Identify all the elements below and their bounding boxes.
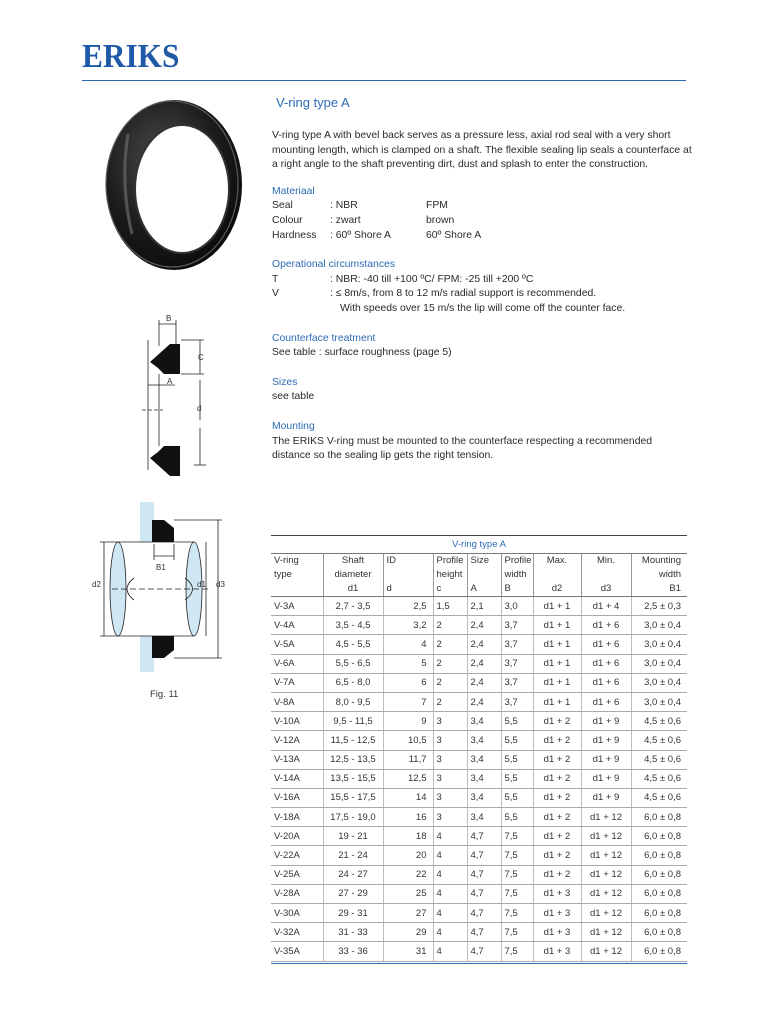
table-cell: 5,5 (501, 750, 533, 769)
table-cell: 11,5 - 12,5 (323, 731, 383, 750)
figure-caption: Fig. 11 (150, 689, 179, 700)
table-header-row (271, 568, 687, 582)
table-cell: 6 (383, 673, 433, 692)
table-cell: 1,5 (433, 597, 467, 616)
table-header-cell: B (501, 582, 533, 597)
table-cell: 18 (383, 827, 433, 846)
table-header-cell: Profile (433, 554, 467, 569)
counterface-heading: Counterface treatment (272, 332, 376, 344)
footer-divider (271, 963, 687, 964)
table-cell: 4 (433, 846, 467, 865)
table-cell: V-6A (271, 654, 323, 673)
sizes-text: see table (272, 391, 315, 403)
table-cell: d1 + 9 (581, 769, 631, 788)
table-cell: 2,5 ± 0,3 (631, 597, 687, 616)
table-cell: d1 + 12 (581, 827, 631, 846)
table-cell: 11,7 (383, 750, 433, 769)
table-cell: 6,0 ± 0,8 (631, 808, 687, 827)
table-cell: 4 (383, 635, 433, 654)
table-header-cell: Mounting (631, 554, 687, 569)
table-cell: 3,0 ± 0,4 (631, 692, 687, 711)
table-cell: 3,5 - 4,5 (323, 616, 383, 635)
table-cell: V-30A (271, 904, 323, 923)
table-cell: d1 + 1 (533, 635, 581, 654)
table-cell: 3,2 (383, 616, 433, 635)
table-cell: 12,5 - 13,5 (323, 750, 383, 769)
counterface-text: See table : surface roughness (page 5) (272, 347, 452, 359)
table-cell: d1 + 9 (581, 750, 631, 769)
table-cell: 16 (383, 808, 433, 827)
table-header-cell (467, 568, 501, 582)
table-cell: 4 (433, 884, 467, 903)
table-cell: d1 + 3 (533, 904, 581, 923)
page-title: V-ring type A (276, 95, 350, 110)
table-cell: 2 (433, 616, 467, 635)
table-cell: d1 + 6 (581, 673, 631, 692)
table-cell: 5 (383, 654, 433, 673)
table-cell: d1 + 1 (533, 616, 581, 635)
table-cell: V-10A (271, 712, 323, 731)
table-cell: 3,7 (501, 616, 533, 635)
table-cell: 4 (433, 942, 467, 961)
table-cell: V-32A (271, 923, 323, 942)
table-cell: 5,5 (501, 712, 533, 731)
table-cell: d1 + 2 (533, 769, 581, 788)
table-cell: d1 + 9 (581, 788, 631, 807)
table-body (271, 597, 687, 962)
sizes-section (272, 376, 692, 405)
mounting-section (272, 420, 692, 464)
table-cell: 3 (433, 712, 467, 731)
svg-text:d: d (197, 404, 202, 413)
table-title: V-ring type A (271, 536, 687, 554)
table-cell: d1 + 2 (533, 788, 581, 807)
table-cell: 3,4 (467, 731, 501, 750)
table-cell: 7,5 (501, 923, 533, 942)
table-row (271, 635, 687, 654)
table-header-cell: Min. (581, 554, 631, 569)
table-cell: 6,0 ± 0,8 (631, 827, 687, 846)
table-cell: 7,5 (501, 827, 533, 846)
table-cell: 4,7 (467, 904, 501, 923)
table-cell: 29 (383, 923, 433, 942)
table-header-cell: V-ring (274, 555, 299, 566)
table-cell: 5,5 (501, 731, 533, 750)
table-cell: 4,7 (467, 923, 501, 942)
table-cell: V-20A (271, 827, 323, 846)
table-cell: d1 + 6 (581, 635, 631, 654)
table-cell: 2,4 (467, 616, 501, 635)
table-cell: d1 + 2 (533, 808, 581, 827)
mounting-heading: Mounting (272, 420, 315, 432)
table-header-cell: d (383, 582, 433, 597)
table-cell: V-22A (271, 846, 323, 865)
table-header-cell (271, 582, 323, 597)
table-cell: d1 + 2 (533, 865, 581, 884)
table-cell: 2,4 (467, 654, 501, 673)
table-cell: 3,4 (467, 788, 501, 807)
table-cell: 4,7 (467, 884, 501, 903)
table-cell: 17,5 - 19,0 (323, 808, 383, 827)
table-header-cell: Shaft (323, 554, 383, 569)
table-cell: V-12A (271, 731, 323, 750)
table-header-cell: Profile (501, 554, 533, 569)
table-cell: V-25A (271, 865, 323, 884)
table-cell: d1 + 6 (581, 616, 631, 635)
table-cell: d1 + 1 (533, 692, 581, 711)
table-cell: 4 (433, 827, 467, 846)
table-row (271, 597, 687, 616)
table-header-cell (383, 568, 433, 582)
table-cell: 3 (433, 788, 467, 807)
table-cell: 31 (383, 942, 433, 961)
table-cell: V-16A (271, 788, 323, 807)
table-row (271, 923, 687, 942)
table-cell: d1 + 9 (581, 731, 631, 750)
svg-text:d2: d2 (92, 580, 101, 589)
table-cell: 2,1 (467, 597, 501, 616)
table-cell: 5,5 (501, 769, 533, 788)
operational-heading: Operational circumstances (272, 259, 396, 271)
table-cell: d1 + 3 (533, 923, 581, 942)
table-cell: d1 + 6 (581, 692, 631, 711)
table-cell: 19 - 21 (323, 827, 383, 846)
table-header-cell: diameter (323, 568, 383, 582)
intro-text: V-ring type A with bevel back serves as a pressure less, axial rod seal with a very short mounting length, which is clamped on a shaft. The flexible sealing lip seals a counterface at a right angle to the shaft preventing dirt, dust and splash to enter the construction. (272, 130, 692, 171)
table-cell: 4,5 ± 0,6 (631, 788, 687, 807)
table-row (271, 712, 687, 731)
table-cell: 8,0 - 9,5 (323, 692, 383, 711)
table-header-cell: d3 (581, 582, 631, 597)
table-cell: d1 + 2 (533, 846, 581, 865)
table-cell: 4 (433, 865, 467, 884)
table-cell: 6,0 ± 0,8 (631, 942, 687, 961)
sizes-table (271, 535, 687, 962)
table-cell: 4,7 (467, 942, 501, 961)
table-cell: d1 + 1 (533, 654, 581, 673)
table-cell: 4,5 ± 0,6 (631, 712, 687, 731)
table-cell: 6,0 ± 0,8 (631, 884, 687, 903)
table-cell: 5,5 (501, 808, 533, 827)
table-cell: d1 + 2 (533, 827, 581, 846)
table-cell: 4,5 ± 0,6 (631, 769, 687, 788)
table-cell: 4,5 - 5,5 (323, 635, 383, 654)
table-header-row (271, 554, 687, 569)
material-row: Seal : NBR FPM (272, 200, 448, 212)
table-cell: 6,0 ± 0,8 (631, 923, 687, 942)
table-cell: V-5A (271, 635, 323, 654)
table-cell: 2 (433, 635, 467, 654)
table-cell: 4 (433, 923, 467, 942)
table-cell: 24 - 27 (323, 865, 383, 884)
table-cell: 5,5 (501, 788, 533, 807)
table-header-cell: d2 (533, 582, 581, 597)
svg-text:A: A (167, 377, 173, 386)
table-cell: 3 (433, 731, 467, 750)
table-cell: V-14A (271, 769, 323, 788)
v-ring-photo (98, 94, 248, 276)
table-header-cell: width (631, 568, 687, 582)
table-row (271, 616, 687, 635)
table-cell: d1 + 12 (581, 846, 631, 865)
table-cell: 6,5 - 8,0 (323, 673, 383, 692)
table-header-cell (581, 568, 631, 582)
table-row (271, 827, 687, 846)
table-cell: 3,0 (501, 597, 533, 616)
table-cell: d1 + 4 (581, 597, 631, 616)
table-cell: 7,5 (501, 904, 533, 923)
table-cell: 4 (433, 904, 467, 923)
table-cell: 2,4 (467, 673, 501, 692)
table-cell: 6,0 ± 0,8 (631, 846, 687, 865)
table-row (271, 769, 687, 788)
table-cell: 4,7 (467, 827, 501, 846)
table-cell: d1 + 3 (533, 942, 581, 961)
table-header-row (271, 582, 687, 597)
table-cell: 3 (433, 750, 467, 769)
table-cell: 3,4 (467, 750, 501, 769)
table-cell: 3,7 (501, 654, 533, 673)
table-header-cell: d1 (323, 582, 383, 597)
table-row (271, 942, 687, 961)
table-cell: d1 + 2 (533, 750, 581, 769)
table-cell: 9,5 - 11,5 (323, 712, 383, 731)
table-cell: 3,7 (501, 673, 533, 692)
table-cell: V-28A (271, 884, 323, 903)
table-row (271, 904, 687, 923)
table-header-cell: Size (467, 554, 501, 569)
table-cell: 4,5 ± 0,6 (631, 750, 687, 769)
table-cell: 6,0 ± 0,8 (631, 865, 687, 884)
mounting-text: The ERIKS V-ring must be mounted to the counterface respecting a recommended distance so the sealing lip gets the right tension. (272, 435, 653, 462)
table-header (271, 554, 687, 597)
table-cell: 7,5 (501, 846, 533, 865)
table-cell: V-7A (271, 673, 323, 692)
table-cell: d1 + 12 (581, 884, 631, 903)
table-cell: 2,4 (467, 635, 501, 654)
table-cell: 9 (383, 712, 433, 731)
table-cell: 27 (383, 904, 433, 923)
materiaal-heading: Materiaal (272, 185, 315, 197)
eriks-logo: ERIKS (82, 38, 180, 75)
svg-text:B1: B1 (156, 563, 166, 572)
table-row (271, 788, 687, 807)
table-row (271, 673, 687, 692)
table-header-cell: B1 (631, 582, 687, 597)
table-cell: V-13A (271, 750, 323, 769)
table-cell: d1 + 1 (533, 597, 581, 616)
v-ring-mounting-diagram (90, 500, 240, 680)
table-row (271, 865, 687, 884)
table-cell: 13,5 - 15,5 (323, 769, 383, 788)
table-cell: d1 + 1 (533, 673, 581, 692)
table-cell: 7 (383, 692, 433, 711)
table-cell: 2 (433, 692, 467, 711)
table-row (271, 846, 687, 865)
svg-text:C: C (198, 353, 204, 362)
header-divider (82, 80, 686, 81)
seal-profile-top (150, 344, 180, 374)
table-cell: 3,4 (467, 769, 501, 788)
operational-row: T : NBR: -40 till +100 ºC/ FPM: -25 till +200 ºC (272, 273, 534, 285)
table-cell: 2 (433, 673, 467, 692)
table-row (271, 884, 687, 903)
table-header-cell (533, 568, 581, 582)
table-row (271, 750, 687, 769)
material-row: Hardness : 60º Shore A 60º Shore A (272, 229, 482, 241)
table-header-cell: width (501, 568, 533, 582)
table-cell: 29 - 31 (323, 904, 383, 923)
material-row: Colour : zwart brown (272, 214, 455, 226)
table-cell: d1 + 3 (533, 884, 581, 903)
table-cell: 3 (433, 808, 467, 827)
table-cell: 10,5 (383, 731, 433, 750)
table-cell: 5,5 - 6,5 (323, 654, 383, 673)
table-header-cell: A (467, 582, 501, 597)
table-cell: 12,5 (383, 769, 433, 788)
table-header-cell: type (274, 569, 292, 580)
table-cell: 4,7 (467, 865, 501, 884)
v-ring-cross-section-diagram (128, 310, 228, 485)
svg-text:d1: d1 (197, 580, 206, 589)
operational-row: V : ≤ 8m/s, from 8 to 12 m/s radial support is recommended. (272, 288, 597, 300)
table-cell: d1 + 12 (581, 904, 631, 923)
table-cell: 3,4 (467, 808, 501, 827)
table-header-cell: c (433, 582, 467, 597)
counterface-section (272, 332, 692, 361)
table-cell: V-35A (271, 942, 323, 961)
table-cell: 3 (433, 769, 467, 788)
table-cell: 7,5 (501, 942, 533, 961)
table-cell: 14 (383, 788, 433, 807)
table-cell: 15,5 - 17,5 (323, 788, 383, 807)
table-cell: 33 - 36 (323, 942, 383, 961)
table-header-cell: Max. (533, 554, 581, 569)
operational-section (272, 258, 692, 316)
table-cell: d1 + 9 (581, 712, 631, 731)
table-row (271, 654, 687, 673)
table-cell: 22 (383, 865, 433, 884)
table-cell: 25 (383, 884, 433, 903)
table-cell: 2,5 (383, 597, 433, 616)
table-cell: 4,5 ± 0,6 (631, 731, 687, 750)
table-cell: V-18A (271, 808, 323, 827)
table-cell: d1 + 12 (581, 942, 631, 961)
table-cell: 2,4 (467, 692, 501, 711)
table-cell: 2 (433, 654, 467, 673)
table-cell: 20 (383, 846, 433, 865)
svg-text:d3: d3 (216, 580, 225, 589)
seal-profile-bottom (150, 446, 180, 476)
table-cell: 6,0 ± 0,8 (631, 904, 687, 923)
table-cell: V-4A (271, 616, 323, 635)
svg-text:B: B (166, 314, 172, 323)
table-cell: V-3A (271, 597, 323, 616)
materiaal-section (272, 185, 692, 243)
table-cell: d1 + 2 (533, 712, 581, 731)
table-header-cell: ID (383, 554, 433, 569)
table-cell: 21 - 24 (323, 846, 383, 865)
table-cell: 7,5 (501, 865, 533, 884)
table-cell: 3,4 (467, 712, 501, 731)
table-cell: 2,7 - 3,5 (323, 597, 383, 616)
table-cell: 3,7 (501, 635, 533, 654)
table-cell: 4,7 (467, 846, 501, 865)
table-cell: d1 + 6 (581, 654, 631, 673)
table-cell: 3,0 ± 0,4 (631, 635, 687, 654)
table-cell: d1 + 12 (581, 923, 631, 942)
sizes-heading: Sizes (272, 376, 298, 388)
table-cell: 3,0 ± 0,4 (631, 616, 687, 635)
product-description (272, 96, 692, 464)
table-cell: V-8A (271, 692, 323, 711)
table-cell: 3,7 (501, 692, 533, 711)
table-row (271, 808, 687, 827)
table-cell: d1 + 12 (581, 865, 631, 884)
table-cell: 3,0 ± 0,4 (631, 654, 687, 673)
table-cell: d1 + 2 (533, 731, 581, 750)
table-cell: 3,0 ± 0,4 (631, 673, 687, 692)
operational-note: With speeds over 15 m/s the lip will come off the counter face. (340, 302, 626, 314)
table-header-cell: height (433, 568, 467, 582)
table-cell: 27 - 29 (323, 884, 383, 903)
table-cell: d1 + 12 (581, 808, 631, 827)
table-row (271, 731, 687, 750)
table-cell: 31 - 33 (323, 923, 383, 942)
table-row (271, 692, 687, 711)
table-cell: 7,5 (501, 884, 533, 903)
